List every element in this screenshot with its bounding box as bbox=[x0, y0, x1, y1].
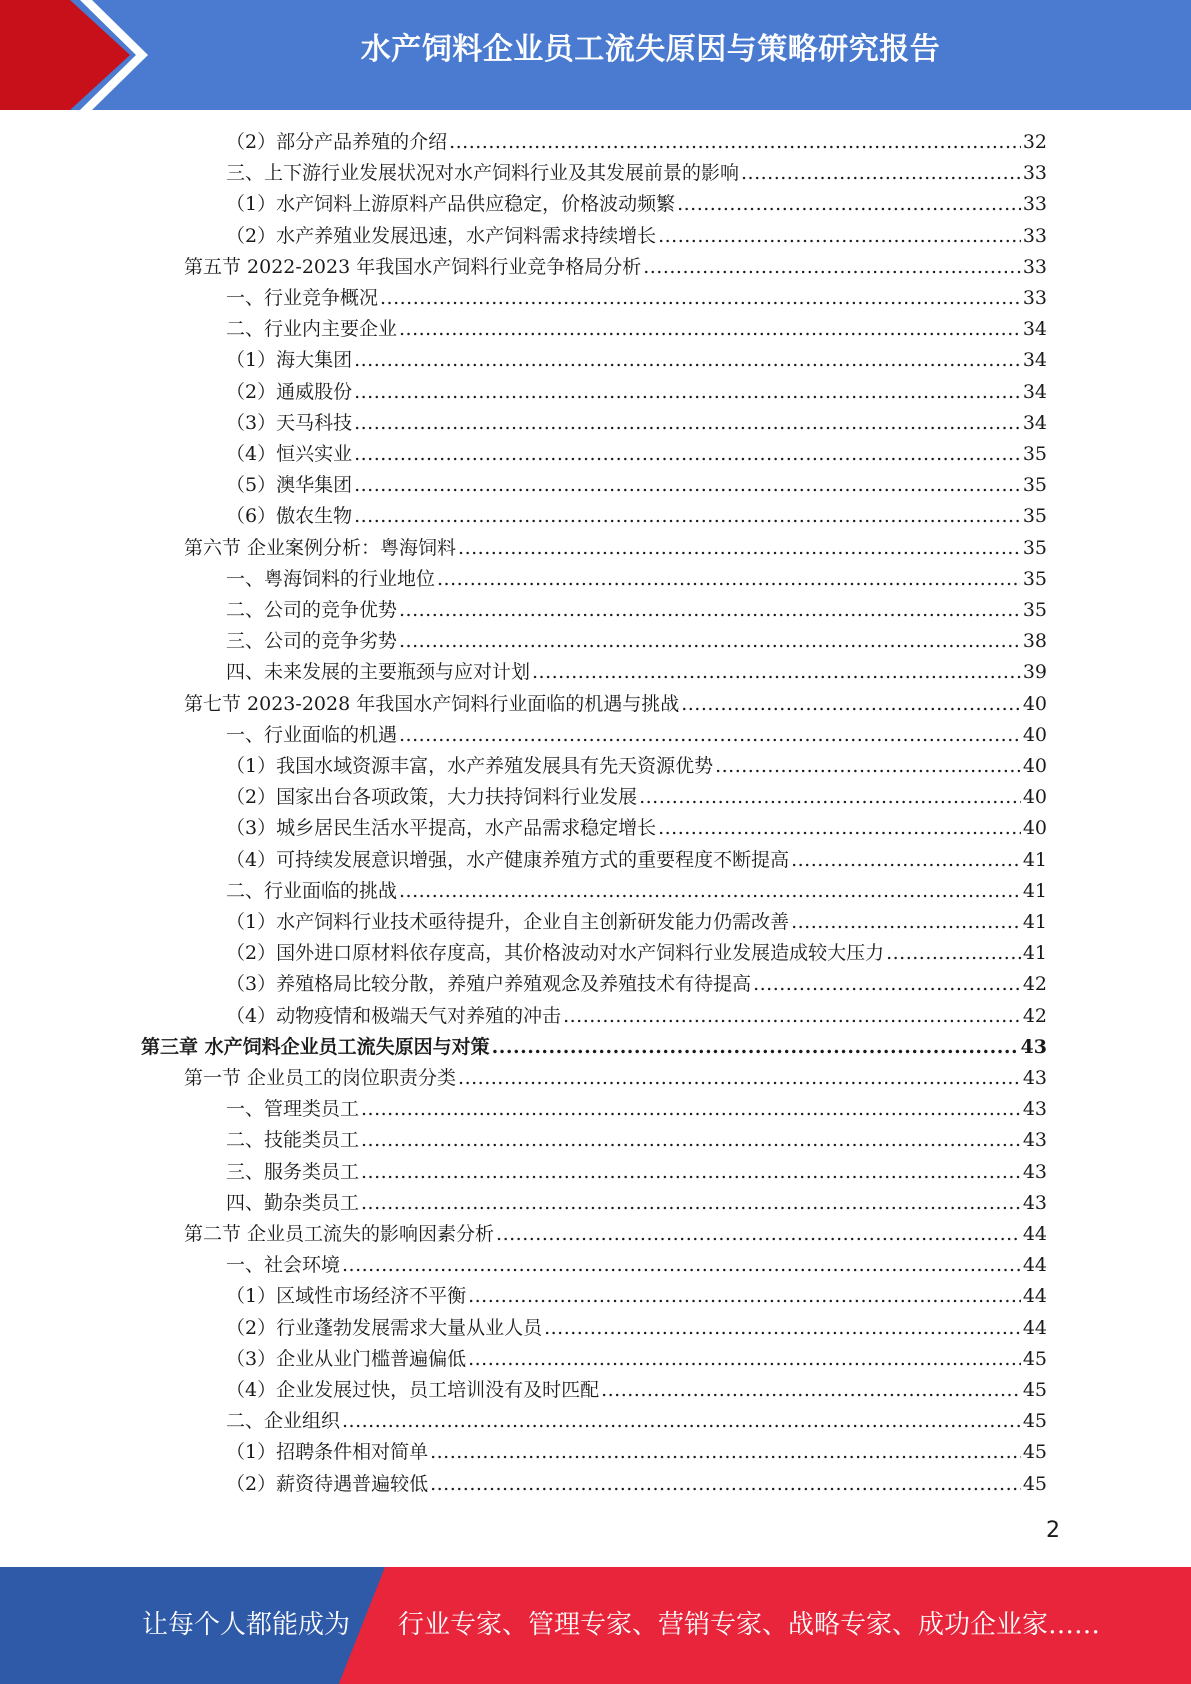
toc-entry-page: 34 bbox=[1022, 380, 1047, 403]
toc-leader-dots bbox=[342, 1250, 1021, 1281]
toc-entry[interactable] bbox=[226, 969, 1047, 1000]
toc-entry-label: （3）养殖格局比较分散，养殖户养殖观念及养殖技术有待提高 bbox=[226, 973, 752, 996]
toc-entry-label: （3）城乡居民生活水平提高，水产品需求稳定增长 bbox=[226, 817, 657, 840]
toc-entry-page: 45 bbox=[1022, 1441, 1047, 1464]
toc-entry-page: 35 bbox=[1022, 567, 1047, 590]
toc-entry[interactable] bbox=[226, 720, 1047, 751]
toc-leader-dots bbox=[681, 689, 1021, 720]
toc-entry[interactable] bbox=[226, 1375, 1047, 1406]
toc-entry[interactable] bbox=[226, 595, 1047, 626]
toc-entry[interactable] bbox=[226, 626, 1047, 657]
toc-entry-label: （2）部分产品养殖的介绍 bbox=[226, 131, 448, 153]
toc-entry-label: （4）动物疫情和极端天气对养殖的冲击 bbox=[226, 1004, 562, 1027]
footer-slogan: 让每个人都能成为 bbox=[142, 1610, 351, 1640]
toc-entry-page: 45 bbox=[1022, 1379, 1047, 1401]
toc-leader-dots bbox=[354, 501, 1021, 532]
toc-leader-dots bbox=[532, 657, 1021, 688]
toc-entry[interactable] bbox=[184, 252, 1047, 283]
toc-entry-label: 四、勤杂类员工 bbox=[226, 1191, 360, 1214]
toc-entry[interactable] bbox=[226, 377, 1047, 408]
toc-entry-label: 第七节 2023-2028 年我国水产饲料行业面临的机遇与挑战 bbox=[184, 692, 680, 715]
toc-entry-page: 40 bbox=[1022, 755, 1047, 777]
toc-entry-page: 33 bbox=[1022, 193, 1047, 216]
toc-entry[interactable] bbox=[226, 813, 1047, 844]
toc-entry-label: （1）我国水域资源丰富，水产养殖发展具有先天资源优势 bbox=[226, 755, 714, 777]
toc-entry-label: 三、服务类员工 bbox=[226, 1160, 360, 1183]
toc-entry[interactable] bbox=[226, 1188, 1047, 1219]
toc-entry[interactable] bbox=[226, 1406, 1047, 1437]
toc-entry[interactable] bbox=[226, 158, 1047, 189]
toc-entry-page: 43 bbox=[1022, 1067, 1047, 1089]
toc-entry-page: 35 bbox=[1022, 505, 1047, 528]
toc-entry[interactable] bbox=[226, 657, 1047, 688]
toc-entry-page: 35 bbox=[1022, 599, 1047, 621]
toc-leader-dots bbox=[430, 1437, 1021, 1468]
toc-leader-dots bbox=[430, 1469, 1021, 1500]
toc-entry-label: 三、公司的竞争劣势 bbox=[226, 630, 398, 653]
toc-entry-page: 40 bbox=[1022, 723, 1047, 746]
toc-leader-dots bbox=[437, 564, 1021, 595]
toc-entry-label: （5）澳华集团 bbox=[226, 474, 353, 497]
toc-entry-page: 40 bbox=[1022, 692, 1047, 715]
toc-entry-label: （1）水产饲料上游原料产品供应稳定，价格波动频繁 bbox=[226, 193, 676, 216]
toc-leader-dots bbox=[399, 595, 1021, 626]
toc-entry-label: （2）水产养殖业发展迅速，水产饲料需求持续增长 bbox=[226, 224, 657, 247]
toc-entry-label: （3）企业从业门槛普遍偏低 bbox=[226, 1347, 467, 1370]
toc-leader-dots bbox=[361, 1157, 1021, 1188]
toc-entry-label: 二、技能类员工 bbox=[226, 1129, 360, 1152]
toc-entry-page: 35 bbox=[1022, 474, 1047, 497]
toc-leader-dots bbox=[639, 782, 1021, 813]
toc-leader-dots bbox=[361, 1125, 1021, 1156]
toc-leader-dots bbox=[458, 533, 1021, 564]
toc-leader-dots bbox=[601, 1375, 1021, 1406]
toc-entry-label: （6）傲农生物 bbox=[226, 505, 353, 528]
toc-leader-dots bbox=[354, 345, 1021, 376]
toc-leader-dots bbox=[342, 1406, 1021, 1437]
toc-leader-dots bbox=[496, 1219, 1021, 1250]
toc-leader-dots bbox=[399, 626, 1021, 657]
toc-leader-dots bbox=[791, 907, 1021, 938]
toc-entry-label: 二、企业组织 bbox=[226, 1410, 341, 1433]
toc-leader-dots bbox=[361, 1188, 1021, 1219]
toc-entry-label: 二、公司的竞争优势 bbox=[226, 599, 398, 621]
toc-entry-page: 45 bbox=[1022, 1472, 1047, 1495]
toc-entry[interactable] bbox=[226, 501, 1047, 532]
toc-entry-label: （2）薪资待遇普遍较低 bbox=[226, 1472, 429, 1495]
toc-entry-label: （4）恒兴实业 bbox=[226, 443, 353, 465]
toc-entry-page: 35 bbox=[1022, 443, 1047, 465]
toc-entry-label: 二、行业内主要企业 bbox=[226, 318, 398, 341]
toc-leader-dots bbox=[563, 1001, 1021, 1032]
toc-entry-label: 第三章 水产饲料企业员工流失原因与对策 bbox=[141, 1035, 490, 1058]
toc-entry[interactable] bbox=[226, 1313, 1047, 1344]
toc-entry[interactable] bbox=[141, 1032, 1047, 1063]
toc-entry[interactable] bbox=[226, 1094, 1047, 1125]
toc-entry[interactable] bbox=[226, 439, 1047, 470]
toc-entry-page: 42 bbox=[1022, 1004, 1047, 1027]
toc-entry-page: 41 bbox=[1022, 942, 1047, 965]
toc-leader-dots bbox=[544, 1313, 1021, 1344]
toc-leader-dots bbox=[791, 845, 1021, 876]
toc-leader-dots bbox=[399, 314, 1021, 345]
toc-entry-label: 一、行业竞争概况 bbox=[226, 287, 379, 309]
toc-entry-page: 44 bbox=[1022, 1285, 1047, 1308]
toc-entry[interactable] bbox=[226, 845, 1047, 876]
toc-leader-dots bbox=[468, 1344, 1021, 1375]
toc-entry-label: （4）企业发展过快，员工培训没有及时匹配 bbox=[226, 1379, 600, 1401]
toc-entry-label: 三、上下游行业发展状况对水产饲料行业及其发展前景的影响 bbox=[226, 162, 740, 185]
toc-entry-label: （2）国家出台各项政策，大力扶持饲料行业发展 bbox=[226, 786, 638, 809]
toc-entry-page: 40 bbox=[1022, 817, 1047, 840]
toc-entry-page: 43 bbox=[1022, 1191, 1047, 1214]
toc-leader-dots bbox=[753, 969, 1021, 1000]
toc-entry-label: 第一节 企业员工的岗位职责分类 bbox=[184, 1067, 457, 1089]
toc-entry[interactable] bbox=[226, 1469, 1047, 1500]
toc-entry[interactable] bbox=[226, 1001, 1047, 1032]
toc-entry[interactable] bbox=[226, 564, 1047, 595]
toc-entry-page: 33 bbox=[1022, 255, 1047, 278]
toc-leader-dots bbox=[354, 470, 1021, 501]
toc-entry-page: 45 bbox=[1022, 1410, 1047, 1433]
toc-entry-page: 41 bbox=[1022, 848, 1047, 871]
toc-leader-dots bbox=[380, 283, 1021, 314]
toc-leader-dots bbox=[643, 252, 1021, 283]
toc-leader-dots bbox=[677, 189, 1021, 220]
toc-entry-page: 44 bbox=[1022, 1316, 1047, 1339]
toc-leader-dots bbox=[399, 876, 1021, 907]
toc-entry-page: 43 bbox=[1022, 1129, 1047, 1152]
toc-entry-label: 一、粤海饲料的行业地位 bbox=[226, 567, 436, 590]
toc-entry[interactable] bbox=[226, 751, 1047, 782]
header-chevron-icon bbox=[80, 0, 150, 110]
toc-entry-page: 43 bbox=[1022, 1160, 1047, 1183]
toc-entry-page: 38 bbox=[1022, 630, 1047, 653]
toc-entry-page: 34 bbox=[1022, 411, 1047, 434]
toc-entry[interactable] bbox=[226, 314, 1047, 345]
toc-leader-dots bbox=[886, 938, 1021, 969]
toc-entry-page: 41 bbox=[1022, 911, 1047, 933]
toc-entry-page: 42 bbox=[1022, 973, 1047, 996]
toc-entry-label: 二、行业面临的挑战 bbox=[226, 879, 398, 902]
toc-leader-dots bbox=[492, 1032, 1019, 1063]
toc-entry-label: 第六节 企业案例分析：粤海饲料 bbox=[184, 536, 457, 559]
toc-entry[interactable] bbox=[226, 1157, 1047, 1188]
toc-entry[interactable] bbox=[226, 876, 1047, 907]
toc-leader-dots bbox=[741, 158, 1021, 189]
toc-entry-page: 45 bbox=[1022, 1347, 1047, 1370]
toc-leader-dots bbox=[468, 1281, 1021, 1312]
report-title: 水产饲料企业员工流失原因与策略研究报告 bbox=[360, 32, 941, 67]
toc-entry-label: （2）通威股份 bbox=[226, 380, 353, 403]
page-number: 2 bbox=[1046, 1518, 1060, 1543]
toc-entry[interactable] bbox=[226, 938, 1047, 969]
toc-entry[interactable] bbox=[226, 408, 1047, 439]
toc-leader-dots bbox=[354, 377, 1021, 408]
toc-entry-label: 一、社会环境 bbox=[226, 1254, 341, 1277]
toc-entry-page: 44 bbox=[1022, 1254, 1047, 1277]
header-red-block bbox=[0, 0, 70, 110]
toc-entry[interactable] bbox=[184, 1219, 1047, 1250]
toc-entry-label: 第二节 企业员工流失的影响因素分析 bbox=[184, 1223, 495, 1245]
toc-entry[interactable] bbox=[184, 1063, 1047, 1094]
toc-entry[interactable] bbox=[226, 1250, 1047, 1281]
toc-leader-dots bbox=[354, 439, 1021, 470]
toc-leader-dots bbox=[658, 813, 1021, 844]
toc-entry[interactable] bbox=[226, 782, 1047, 813]
toc-entry-page: 32 bbox=[1022, 131, 1047, 153]
toc-entry-page: 33 bbox=[1022, 224, 1047, 247]
toc-leader-dots bbox=[458, 1063, 1021, 1094]
toc-entry-label: 一、管理类员工 bbox=[226, 1098, 360, 1121]
toc-entry-page: 39 bbox=[1022, 661, 1047, 684]
toc-entry-page: 35 bbox=[1022, 536, 1047, 559]
toc-entry[interactable] bbox=[226, 1437, 1047, 1468]
toc-entry-page: 43 bbox=[1022, 1098, 1047, 1121]
toc-entry-label: （3）天马科技 bbox=[226, 411, 353, 434]
toc-entry-label: （2）国外进口原材料依存度高，其价格波动对水产饲料行业发展造成较大压力 bbox=[226, 942, 885, 965]
toc-entry[interactable] bbox=[226, 470, 1047, 501]
toc-entry-label: （1）招聘条件相对简单 bbox=[226, 1441, 429, 1464]
toc-entry-page: 33 bbox=[1022, 162, 1047, 185]
toc-entry[interactable] bbox=[226, 1125, 1047, 1156]
toc-entry[interactable] bbox=[226, 283, 1047, 314]
toc-entry-label: 一、行业面临的机遇 bbox=[226, 723, 398, 746]
toc-entry-label: 第五节 2022-2023 年我国水产饲料行业竞争格局分析 bbox=[184, 255, 642, 278]
toc-entry-page: 40 bbox=[1022, 786, 1047, 809]
toc-leader-dots bbox=[354, 408, 1021, 439]
toc-leader-dots bbox=[399, 720, 1021, 751]
toc-entry[interactable] bbox=[184, 533, 1047, 564]
header-banner bbox=[0, 0, 1191, 110]
toc-entry[interactable] bbox=[184, 689, 1047, 720]
toc-leader-dots bbox=[658, 221, 1021, 252]
toc-entry-label: （1）水产饲料行业技术亟待提升，企业自主创新研发能力仍需改善 bbox=[226, 911, 790, 933]
toc-entry[interactable] bbox=[226, 1344, 1047, 1375]
toc-entry-page: 34 bbox=[1022, 349, 1047, 372]
toc-entry-page: 34 bbox=[1022, 318, 1047, 341]
toc-entry-label: （4）可持续发展意识增强，水产健康养殖方式的重要程度不断提高 bbox=[226, 848, 790, 871]
toc-entry[interactable] bbox=[226, 189, 1047, 220]
toc-entry-page: 41 bbox=[1022, 879, 1047, 902]
toc-entry-label: 四、未来发展的主要瓶颈与应对计划 bbox=[226, 661, 531, 684]
toc-leader-dots bbox=[449, 127, 1021, 158]
toc-entry-page: 33 bbox=[1022, 287, 1047, 309]
toc-entry[interactable] bbox=[226, 1281, 1047, 1312]
toc-entry[interactable] bbox=[226, 221, 1047, 252]
toc-entry[interactable] bbox=[226, 127, 1047, 158]
toc-entry-label: （1）海大集团 bbox=[226, 349, 353, 372]
footer-banner bbox=[0, 1567, 1191, 1684]
toc-entry-label: （1）区域性市场经济不平衡 bbox=[226, 1285, 467, 1308]
toc-entry-label: （2）行业蓬勃发展需求大量从业人员 bbox=[226, 1316, 543, 1339]
toc-leader-dots bbox=[361, 1094, 1021, 1125]
toc-leader-dots bbox=[715, 751, 1021, 782]
toc-entry-page: 44 bbox=[1022, 1223, 1047, 1245]
toc-entry[interactable] bbox=[226, 907, 1047, 938]
toc-entry-page: 43 bbox=[1020, 1035, 1047, 1058]
footer-expert-list: 行业专家、管理专家、营销专家、战略专家、成功企业家…… bbox=[398, 1610, 1101, 1640]
toc-entry[interactable] bbox=[226, 345, 1047, 376]
